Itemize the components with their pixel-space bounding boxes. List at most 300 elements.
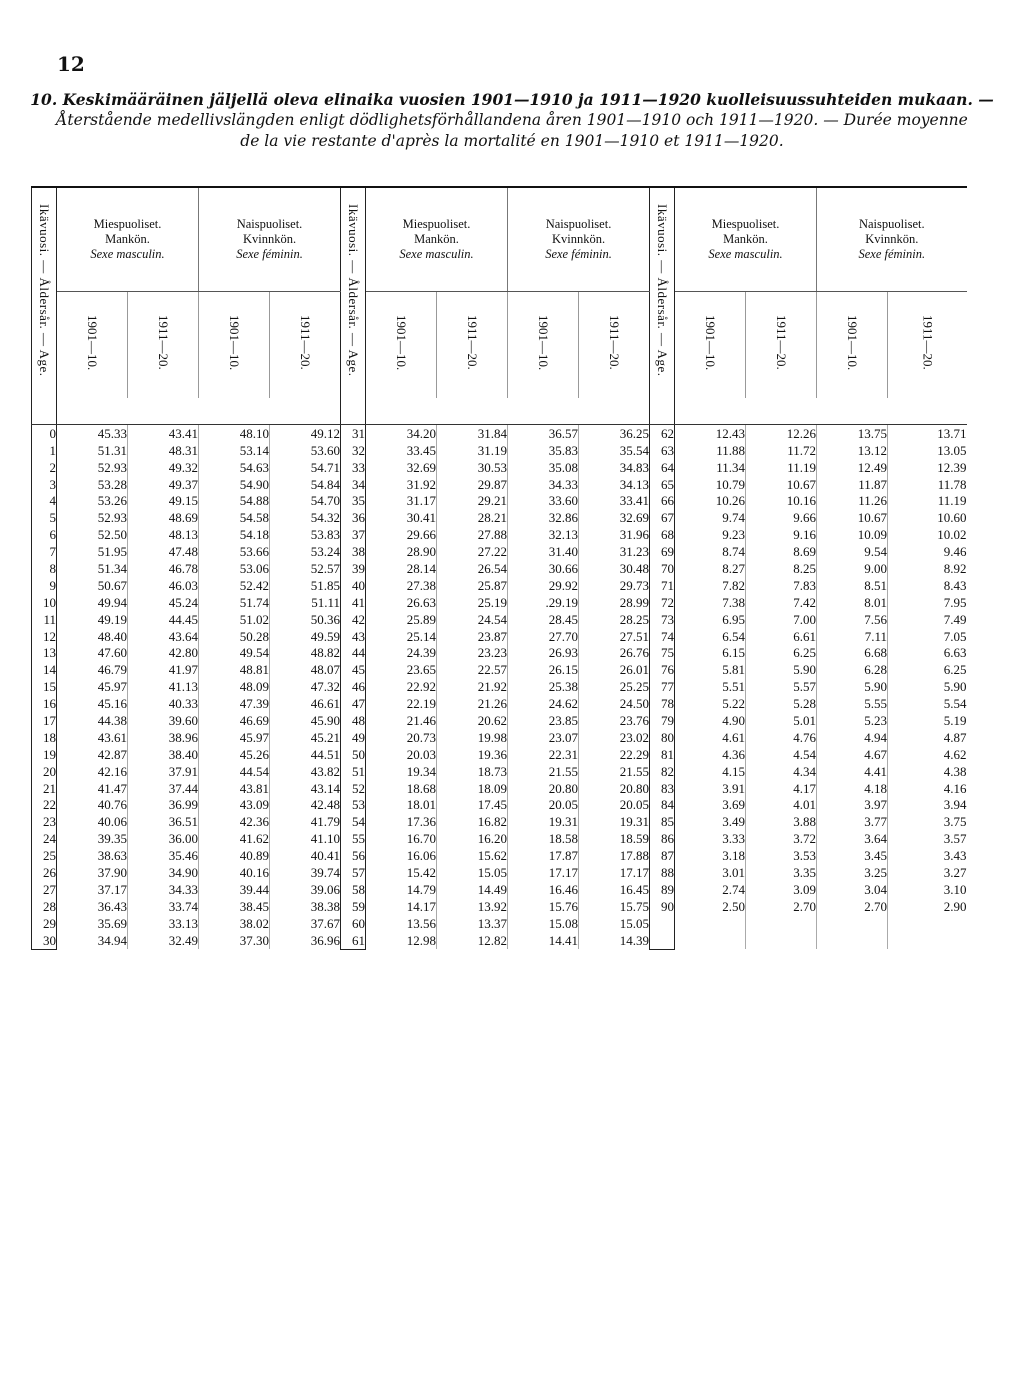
value-cell: 31.92 xyxy=(366,476,437,493)
title-swedish: Återstående medellivslängden enligt dödlighetsförhållandena åren 1901—1910 och 1911—1920. — Durée moyenne xyxy=(56,111,968,129)
value-cell xyxy=(746,915,817,932)
value-cell: 48.81 xyxy=(199,661,270,678)
value-cell: 45.97 xyxy=(57,678,128,695)
age-header-label: Ikävuosi. — Åldersår. — Age. xyxy=(37,204,52,377)
age-cell: 59 xyxy=(341,898,366,915)
value-cell: 48.07 xyxy=(310,662,341,678)
value-cell: 9.54 xyxy=(817,543,888,560)
value-cell: 37.44 xyxy=(128,780,199,797)
value-cell: 26.15 xyxy=(508,661,579,678)
value-cell: 39.06 xyxy=(310,881,341,897)
value-cell: 42.36 xyxy=(199,813,270,830)
table-row xyxy=(32,797,967,814)
value-cell: 48.09 xyxy=(199,678,270,695)
value-cell: 54.84 xyxy=(310,476,341,492)
value-cell: 16.46 xyxy=(508,881,579,898)
value-cell: 27.88 xyxy=(437,526,508,543)
age-cell: 20 xyxy=(32,763,57,780)
age-cell: 79 xyxy=(650,712,675,729)
table-row xyxy=(32,780,967,797)
age-cell: 11 xyxy=(32,611,57,628)
male-year-header xyxy=(57,292,128,399)
age-cell: 58 xyxy=(341,881,366,898)
value-cell xyxy=(817,932,888,949)
value-cell: 33.60 xyxy=(508,493,579,510)
value-cell: 49.12 xyxy=(310,425,341,441)
value-cell: 3.04 xyxy=(817,881,888,898)
age-cell: 24 xyxy=(32,830,57,847)
value-cell: 37.91 xyxy=(128,763,199,780)
value-cell: 6.68 xyxy=(817,645,888,662)
value-cell: 17.17 xyxy=(619,865,650,881)
female-header-l1: Naispuoliset. xyxy=(858,217,925,231)
value-cell: 7.82 xyxy=(675,577,746,594)
value-cell: 51.85 xyxy=(310,577,341,593)
value-cell: 16.82 xyxy=(437,813,508,830)
value-cell: 41.97 xyxy=(128,661,199,678)
value-cell: 28.25 xyxy=(619,611,650,627)
value-cell: 32.69 xyxy=(619,510,650,526)
table-row xyxy=(32,898,967,915)
value-cell: 25.14 xyxy=(366,628,437,645)
age-cell: 49 xyxy=(341,729,366,746)
value-cell: 49.15 xyxy=(128,493,199,510)
value-cell: 30.41 xyxy=(366,509,437,526)
value-cell: 30.53 xyxy=(437,459,508,476)
age-cell: 7 xyxy=(32,543,57,560)
female-year-header xyxy=(579,292,650,399)
value-cell: 49.19 xyxy=(57,611,128,628)
value-cell: 3.25 xyxy=(817,864,888,881)
value-cell: 31.17 xyxy=(366,493,437,510)
age-cell: 57 xyxy=(341,864,366,881)
value-cell: 4.62 xyxy=(943,746,967,762)
female-year-header xyxy=(888,292,967,399)
value-cell: 7.11 xyxy=(817,628,888,645)
value-cell: 3.01 xyxy=(675,864,746,881)
value-cell: 49.37 xyxy=(128,476,199,493)
age-cell xyxy=(650,915,675,932)
value-cell: 25.89 xyxy=(366,611,437,628)
age-cell: 30 xyxy=(32,932,57,949)
value-cell: 2.70 xyxy=(817,898,888,915)
value-cell: 6.63 xyxy=(943,645,967,661)
value-cell: 5.55 xyxy=(817,695,888,712)
age-cell: 47 xyxy=(341,695,366,712)
value-cell: 10.67 xyxy=(746,476,817,493)
value-cell: 2.50 xyxy=(675,898,746,915)
value-cell: 10.26 xyxy=(675,493,746,510)
value-cell: 13.05 xyxy=(937,442,967,458)
table-row xyxy=(32,864,967,881)
value-cell: 42.80 xyxy=(128,645,199,662)
table-title xyxy=(30,89,994,152)
value-cell: 22.31 xyxy=(508,746,579,763)
year-label: 1901—10. xyxy=(536,314,552,371)
value-cell: 34.33 xyxy=(128,881,199,898)
value-cell: 15.76 xyxy=(508,898,579,915)
value-cell: 51.74 xyxy=(199,594,270,611)
value-cell: 47.39 xyxy=(199,695,270,712)
year-label: 1911—20. xyxy=(920,315,936,370)
male-header-l1: Miespuoliset. xyxy=(711,217,780,231)
value-cell: 4.18 xyxy=(817,780,888,797)
value-cell: 41.13 xyxy=(128,678,199,695)
value-cell: 43.61 xyxy=(57,729,128,746)
value-cell: 16.06 xyxy=(366,847,437,864)
age-cell: 10 xyxy=(32,594,57,611)
value-cell: 38.45 xyxy=(199,898,270,915)
age-cell: 48 xyxy=(341,712,366,729)
value-cell: 23.85 xyxy=(508,712,579,729)
value-cell: 4.61 xyxy=(675,729,746,746)
age-cell: 0 xyxy=(32,425,57,442)
value-cell: 17.17 xyxy=(508,864,579,881)
value-cell: 18.73 xyxy=(437,763,508,780)
value-cell: 23.07 xyxy=(508,729,579,746)
value-cell: 8.69 xyxy=(746,543,817,560)
table-row xyxy=(32,915,967,932)
value-cell: 34.13 xyxy=(619,476,650,492)
value-cell: 49.54 xyxy=(199,645,270,662)
value-cell: 54.88 xyxy=(199,493,270,510)
value-cell: 4.16 xyxy=(943,780,967,796)
value-cell xyxy=(888,915,967,932)
age-cell: 6 xyxy=(32,526,57,543)
value-cell: 11.19 xyxy=(746,459,817,476)
age-cell: 37 xyxy=(341,526,366,543)
value-cell xyxy=(675,932,746,949)
value-cell: 3.97 xyxy=(817,797,888,814)
table-row xyxy=(32,932,967,949)
value-cell: 12.82 xyxy=(437,932,508,949)
value-cell: 38.96 xyxy=(128,729,199,746)
age-cell: 82 xyxy=(650,763,675,780)
value-cell: 9.23 xyxy=(675,526,746,543)
value-cell: 14.49 xyxy=(437,881,508,898)
value-cell: 45.97 xyxy=(199,729,270,746)
male-year-header xyxy=(128,292,199,399)
value-cell: 37.90 xyxy=(57,864,128,881)
value-cell: 50.36 xyxy=(310,611,341,627)
value-cell: 19.31 xyxy=(508,813,579,830)
value-cell: 45.26 xyxy=(199,746,270,763)
male-header-l3: Sexe masculin. xyxy=(708,247,783,261)
value-cell: .29.19 xyxy=(508,594,579,611)
value-cell: 28.90 xyxy=(366,543,437,560)
age-cell: 5 xyxy=(32,509,57,526)
value-cell: 48.10 xyxy=(199,425,270,442)
age-cell: 19 xyxy=(32,746,57,763)
table-row xyxy=(32,577,967,594)
value-cell: 14.17 xyxy=(366,898,437,915)
value-cell: 19.34 xyxy=(366,763,437,780)
value-cell: 50.28 xyxy=(199,628,270,645)
value-cell: 39.74 xyxy=(310,865,341,881)
value-cell: 45.90 xyxy=(310,713,341,729)
value-cell: 13.37 xyxy=(437,915,508,932)
value-cell: 35.83 xyxy=(508,442,579,459)
age-cell: 55 xyxy=(341,830,366,847)
value-cell: 29.87 xyxy=(437,476,508,493)
value-cell: 33.74 xyxy=(128,898,199,915)
value-cell: 13.56 xyxy=(366,915,437,932)
value-cell: 44.51 xyxy=(310,746,341,762)
value-cell: 3.88 xyxy=(746,813,817,830)
value-cell: 15.75 xyxy=(619,898,650,914)
age-cell: 76 xyxy=(650,661,675,678)
value-cell: 36.00 xyxy=(128,830,199,847)
value-cell: 5.57 xyxy=(746,678,817,695)
value-cell: 38.02 xyxy=(199,915,270,932)
value-cell: 18.68 xyxy=(366,780,437,797)
value-cell: 40.89 xyxy=(199,847,270,864)
year-label: 1911—20. xyxy=(298,315,313,370)
table-row xyxy=(32,543,967,560)
value-cell: 28.45 xyxy=(508,611,579,628)
value-cell: 51.31 xyxy=(57,442,128,459)
value-cell: 31.19 xyxy=(437,442,508,459)
year-label: 1901—10. xyxy=(227,314,242,371)
value-cell: 21.46 xyxy=(366,712,437,729)
year-label: 1911—20. xyxy=(607,315,623,370)
age-cell: 12 xyxy=(32,628,57,645)
value-cell: 19.36 xyxy=(437,746,508,763)
table-row xyxy=(32,746,967,763)
value-cell: 51.95 xyxy=(57,543,128,560)
value-cell: 40.06 xyxy=(57,813,128,830)
value-cell: 11.88 xyxy=(675,442,746,459)
value-cell: 31.96 xyxy=(619,527,650,543)
age-cell: 69 xyxy=(650,543,675,560)
life-expectancy-table xyxy=(31,186,967,950)
value-cell: 41.47 xyxy=(57,780,128,797)
value-cell: 6.28 xyxy=(817,661,888,678)
value-cell: 17.87 xyxy=(508,847,579,864)
value-cell: 34.90 xyxy=(128,864,199,881)
value-cell: 11.72 xyxy=(746,442,817,459)
value-cell: 33.41 xyxy=(619,493,650,509)
value-cell: 45.16 xyxy=(57,695,128,712)
value-cell: 4.87 xyxy=(943,729,967,745)
age-cell: 83 xyxy=(650,780,675,797)
female-year-header xyxy=(270,292,341,399)
male-header-l1: Miespuoliset. xyxy=(93,217,162,231)
value-cell: 7.56 xyxy=(817,611,888,628)
value-cell: 3.77 xyxy=(817,813,888,830)
value-cell: 49.59 xyxy=(310,628,341,644)
value-cell: 50.67 xyxy=(57,577,128,594)
value-cell: 48.82 xyxy=(310,645,341,661)
value-cell: 7.38 xyxy=(675,594,746,611)
value-cell: 8.01 xyxy=(817,594,888,611)
value-cell xyxy=(817,915,888,932)
value-cell: 7.83 xyxy=(746,577,817,594)
value-cell: 21.26 xyxy=(437,695,508,712)
value-cell: 4.38 xyxy=(943,763,967,779)
value-cell: 3.57 xyxy=(943,831,967,847)
value-cell: 4.01 xyxy=(746,797,817,814)
value-cell: 3.64 xyxy=(817,830,888,847)
value-cell: 3.10 xyxy=(943,881,967,897)
female-group-header xyxy=(817,187,967,292)
year-label: 1901—10. xyxy=(845,314,861,371)
value-cell: 20.62 xyxy=(437,712,508,729)
value-cell: 4.41 xyxy=(817,763,888,780)
value-cell: 52.57 xyxy=(310,561,341,577)
value-cell: 46.79 xyxy=(57,661,128,678)
age-cell: 86 xyxy=(650,830,675,847)
value-cell: 34.33 xyxy=(508,476,579,493)
value-cell: 6.61 xyxy=(746,628,817,645)
value-cell: 8.51 xyxy=(817,577,888,594)
table-row xyxy=(32,729,967,746)
value-cell: 26.93 xyxy=(508,645,579,662)
age-cell: 50 xyxy=(341,746,366,763)
table-row xyxy=(32,628,967,645)
age-cell: 27 xyxy=(32,881,57,898)
value-cell: 3.49 xyxy=(675,813,746,830)
value-cell: 7.95 xyxy=(943,594,967,610)
value-cell: 27.38 xyxy=(366,577,437,594)
age-cell: 84 xyxy=(650,797,675,814)
age-cell: 67 xyxy=(650,509,675,526)
age-cell: 16 xyxy=(32,695,57,712)
value-cell: 18.58 xyxy=(508,830,579,847)
value-cell: 32.69 xyxy=(366,459,437,476)
value-cell: 46.69 xyxy=(199,712,270,729)
value-cell: 46.03 xyxy=(128,577,199,594)
value-cell: 43.14 xyxy=(310,780,341,796)
age-cell: 2 xyxy=(32,459,57,476)
value-cell: 15.08 xyxy=(508,915,579,932)
value-cell: 34.83 xyxy=(619,459,650,475)
value-cell: 3.18 xyxy=(675,847,746,864)
age-cell: 78 xyxy=(650,695,675,712)
value-cell: 31.23 xyxy=(619,544,650,560)
value-cell: 3.43 xyxy=(943,848,967,864)
year-label: 1901—10. xyxy=(394,314,410,371)
value-cell: 49.94 xyxy=(57,594,128,611)
age-cell: 17 xyxy=(32,712,57,729)
value-cell: 14.41 xyxy=(508,932,579,949)
female-header-l1: Naispuoliset. xyxy=(545,217,612,231)
value-cell: 16.45 xyxy=(619,881,650,897)
age-cell: 62 xyxy=(650,425,675,442)
age-cell: 26 xyxy=(32,864,57,881)
value-cell: 12.26 xyxy=(746,425,817,442)
value-cell xyxy=(746,932,817,949)
value-cell: 27.51 xyxy=(619,628,650,644)
value-cell: 6.25 xyxy=(943,662,967,678)
table-body xyxy=(32,398,967,949)
value-cell: 3.45 xyxy=(817,847,888,864)
age-cell: 52 xyxy=(341,780,366,797)
male-year-header xyxy=(437,292,508,399)
value-cell: 10.67 xyxy=(817,509,888,526)
value-cell: 22.19 xyxy=(366,695,437,712)
value-cell: 40.76 xyxy=(57,797,128,814)
table-row xyxy=(32,594,967,611)
value-cell: 22.92 xyxy=(366,678,437,695)
value-cell: 5.90 xyxy=(817,678,888,695)
age-cell: 15 xyxy=(32,678,57,695)
value-cell: 53.28 xyxy=(57,476,128,493)
value-cell xyxy=(675,915,746,932)
value-cell: 20.05 xyxy=(508,797,579,814)
value-cell: 15.05 xyxy=(619,915,650,931)
value-cell: 45.33 xyxy=(57,425,128,442)
value-cell: 3.35 xyxy=(746,864,817,881)
age-column-header xyxy=(32,187,57,398)
value-cell: 39.44 xyxy=(199,881,270,898)
value-cell: 10.16 xyxy=(746,493,817,510)
value-cell: 6.15 xyxy=(675,645,746,662)
value-cell: 18.59 xyxy=(619,831,650,847)
age-cell: 36 xyxy=(341,509,366,526)
value-cell: 15.42 xyxy=(366,864,437,881)
age-header-label: Ikävuosi. — Åldersår. — Age. xyxy=(655,204,671,377)
value-cell: 36.99 xyxy=(128,797,199,814)
male-header-l3: Sexe masculin. xyxy=(90,247,165,261)
age-cell: 42 xyxy=(341,611,366,628)
value-cell: 22.57 xyxy=(437,661,508,678)
value-cell: 43.81 xyxy=(199,780,270,797)
female-header-l3: Sexe féminin. xyxy=(545,247,612,261)
value-cell: 13.12 xyxy=(817,442,888,459)
value-cell: 54.18 xyxy=(199,526,270,543)
age-cell: 21 xyxy=(32,780,57,797)
female-group-header xyxy=(508,187,650,292)
age-cell: 46 xyxy=(341,678,366,695)
value-cell: 33.13 xyxy=(128,915,199,932)
value-cell: 2.90 xyxy=(943,898,967,914)
value-cell: 10.09 xyxy=(817,526,888,543)
value-cell: 9.46 xyxy=(943,544,967,560)
value-cell: 11.19 xyxy=(937,493,967,509)
age-cell: 81 xyxy=(650,746,675,763)
value-cell: 5.01 xyxy=(746,712,817,729)
male-year-header xyxy=(746,292,817,399)
value-cell: 30.66 xyxy=(508,560,579,577)
value-cell: 34.94 xyxy=(57,932,128,949)
value-cell: 3.69 xyxy=(675,797,746,814)
age-column-header xyxy=(341,187,366,398)
female-year-header xyxy=(199,292,270,399)
value-cell: 8.92 xyxy=(943,561,967,577)
value-cell: 32.49 xyxy=(128,932,199,949)
value-cell: 6.95 xyxy=(675,611,746,628)
value-cell: 35.54 xyxy=(619,442,650,458)
value-cell: 12.49 xyxy=(817,459,888,476)
value-cell: 24.62 xyxy=(508,695,579,712)
value-cell: 7.05 xyxy=(943,628,967,644)
value-cell: 48.40 xyxy=(57,628,128,645)
value-cell: 54.70 xyxy=(310,493,341,509)
male-header-l2: Mankön. xyxy=(723,232,768,246)
age-cell: 61 xyxy=(341,932,366,949)
value-cell: 3.09 xyxy=(746,881,817,898)
value-cell: 16.70 xyxy=(366,830,437,847)
age-cell: 33 xyxy=(341,459,366,476)
age-cell: 72 xyxy=(650,594,675,611)
age-cell: 70 xyxy=(650,560,675,577)
value-cell: 10.79 xyxy=(675,476,746,493)
value-cell: 40.33 xyxy=(128,695,199,712)
value-cell: 42.16 xyxy=(57,763,128,780)
value-cell: 36.25 xyxy=(619,425,650,441)
value-cell: 26.63 xyxy=(366,594,437,611)
